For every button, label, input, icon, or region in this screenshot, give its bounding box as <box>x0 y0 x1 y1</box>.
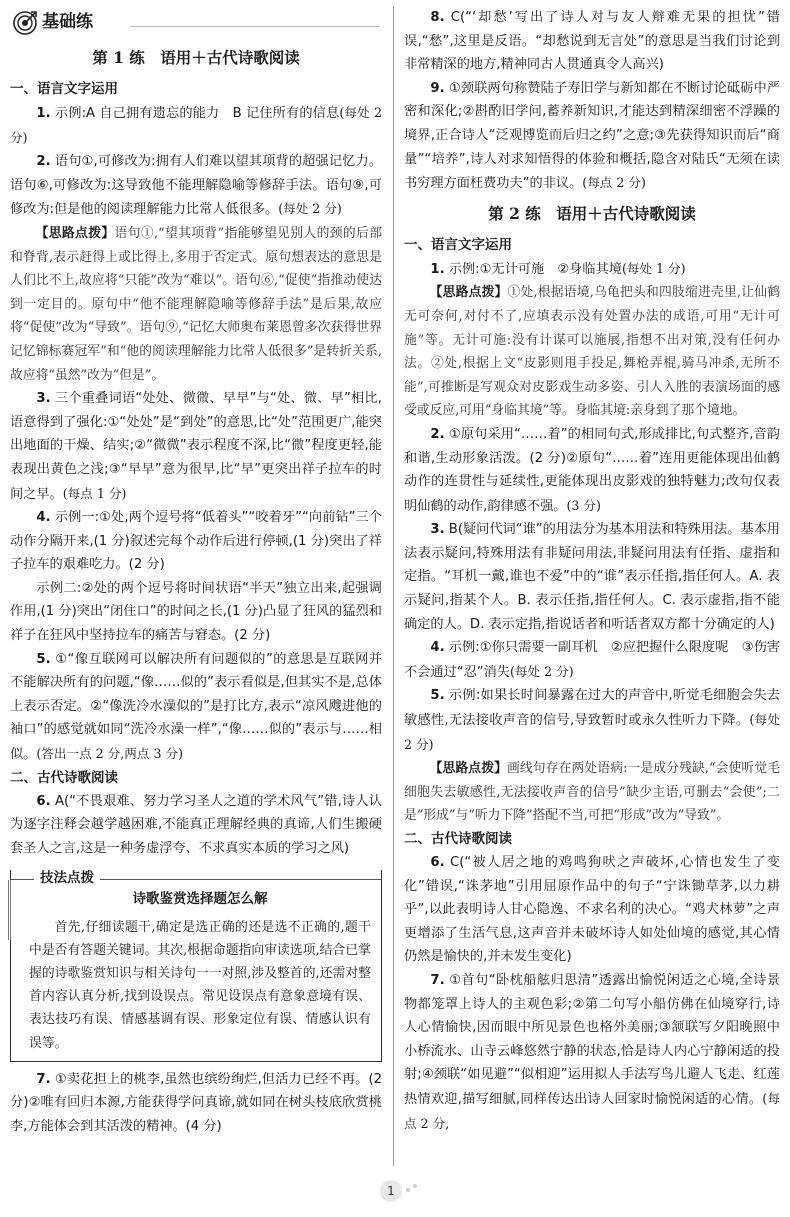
answer-text: 示例:如果长时间暴露在过大的声音中,听觉毛细胞会失去敏感性,无法接收声音的信号,导致暂时或永久性听力下降。 <box>404 688 780 729</box>
score-note: (3 分) <box>566 497 601 513</box>
practice-1-title: 第 1 练 语用＋古代诗歌阅读 <box>92 48 300 67</box>
p2-section-language: 一、语言文字运用 <box>404 236 512 253</box>
page-header <box>10 0 382 40</box>
answer-text: ①“像互联网可以解决所有问题似的”的意思是互联网并不能解决所有的问题,“像……似的”表示看似是,但其实不是,总体上表示否定。②“像洗冷水澡似的”是打比方,表示“凉风飕进他的袖口”的感觉就如同“洗冷水澡一样”,“像……似的”表示与……相似。 <box>10 651 383 763</box>
tip-text: 语句①,“望其项背”指能够望见别人的颈的后部和脊背,表示赶得上或比得上,多用于否定式。原句想表达的意思是人们比不上,故应将“只能”改为“难以”。语句⑥,“促使”指推动使达到一定目的。原句中“他不能理解隐喻等修辞手法”是后果,故应将“促使”改为“导致”。语句⑨,“记忆大师奥布莱恩曾多次获得世界记忆锦标赛冠军”和“他的阅读理解能力比常人低很多”是转折关系,故应将“虽然”改为“但是”。 <box>10 225 382 383</box>
question-number: 6. <box>36 793 51 809</box>
p2-q4 <box>404 636 780 684</box>
question-number: 5. <box>430 688 445 704</box>
p2-q5 <box>404 684 780 757</box>
technique-box-body <box>10 870 382 1061</box>
question-number: 4. <box>36 510 51 526</box>
answer-text: ①颈联两句称赞陆子寿旧学与新知都在不断讨论砥砺中严密和深化;②斟酌旧学问,蓄养新知识,才能达到精深细密不浮躁的境界,正合诗人“泛观博览而后归之约”之意;③先获得知识而后“商量”“培养”,诗人对求知悟得的体验和概括,隐含对陆氏“无须在读书穷理方面枉费功夫”的非议。 <box>404 80 780 192</box>
page-number: 1 <box>380 1180 402 1202</box>
p1-q2-tip <box>10 222 382 387</box>
answer-text: 示例:①无计可施 ②身临其境 <box>448 261 622 277</box>
right-column <box>404 0 780 1136</box>
answer-text: 示例:①你只需要一副耳机 ②应把握什么限度呢 ③伤害不会通过“忍”消失 <box>404 640 780 680</box>
section-header-title: 基础练 <box>42 12 93 32</box>
answer-text: ①卖花担上的桃李,虽然也缤纷绚烂,但活力已经不再。(2 分)②唯有回归本源,方能获得学问真谛,就如同在树头枝底欣赏桃李,方能体会到其活泼的精神。(4 分) <box>10 1071 382 1135</box>
answer-text: C(“被人居之地的鸡鸣狗吠之声破坏,心情也发生了变化”错误,“诛茅地”引用屈原作品中的句子“宁诛锄草茅,以力耕乎”,以此表明诗人甘心隐逸、不求名利的决心。“鸡犬林萝”之声更增添了生活气息,这声音并未破坏诗人如处仙境的感觉,其心情仍然是愉快的,并未发生变化) <box>404 855 780 965</box>
p2-q7 <box>404 969 780 1136</box>
technique-box-title: 诗歌鉴赏选择题怎么解 <box>132 891 268 908</box>
p1-q4-example1 <box>10 506 382 577</box>
p1-section-poetry: 二、古代诗歌阅读 <box>10 769 118 786</box>
page-dot <box>406 1188 410 1192</box>
p1-q2 <box>10 150 382 222</box>
p2-q5-tip <box>404 757 780 828</box>
technique-box-label: 技法点拨 <box>34 868 100 888</box>
score-note: (每处 2 分) <box>278 201 342 217</box>
answer-text: ①原句采用“……着”的相同句式,形成排比,句式整齐,音韵和谐,生动形象活泼。(2 分)②原句“……着”连用更能体现出仙鹤动作的连贯性与延续性,更能体现出皮影戏的独特魅力;改句仅表明仙鹤的动作,韵律感不强。 <box>404 426 780 514</box>
p2-section-poetry: 二、古代诗歌阅读 <box>404 831 512 847</box>
score-note: (答出一点 2 分,两点 3 分) <box>36 746 183 762</box>
question-number: 2. <box>36 154 51 170</box>
tip-tag: 【思路点拨】 <box>35 225 115 241</box>
score-note: (每点 2 分) <box>582 175 646 191</box>
score-note: (每处 2 分) <box>404 712 780 752</box>
p1-q6 <box>10 790 382 861</box>
answer-text: 示例二:②处的两个逗号将时间状语“半天”独立出来,起强调作用,(1 分)突出“闭住口”的时间之长,(1 分)凸显了狂风的猛烈和祥子在狂风中坚持拉车的痛苦与窘态。(2 分) <box>10 580 382 644</box>
p2-q1-tip <box>404 281 780 423</box>
question-number: 9. <box>430 80 445 96</box>
question-number: 7. <box>430 972 445 988</box>
technique-box <box>10 870 382 1061</box>
answer-text: 语句①,可修改为:拥有人们难以望其项背的超强记忆力。语句⑥,可修改为:这导致他不能理解隐喻等修辞手法。语句⑨,可修改为:但是他的阅读理解能力比常人低很多。 <box>10 154 382 218</box>
question-number: 1. <box>430 261 445 277</box>
question-number: 2. <box>430 426 445 442</box>
p2-q3 <box>404 518 780 636</box>
question-number: 8. <box>430 10 445 25</box>
tip-tag: 【思路点拨】 <box>429 285 508 301</box>
practice-2-title: 第 2 练 语用＋古代诗歌阅读 <box>488 203 696 223</box>
p1-q7 <box>10 1068 382 1139</box>
answer-text: 三个重叠词语“处处、微微、早早”与“处、微、早”相比,语意得到了强化:①“处处”是“到处”的意思,比“处”范围更广,能突出地面的干燥、结实;②“微微”表示程度不深,比“微”程度更轻,能表现出黄色之浅;③“早早”意为很早,比“早”更突出祥子拉车的时间之早。 <box>10 391 382 502</box>
tip-text: ①处,根据语境,乌龟把头和四肢缩进壳里,让仙鹤无可奈何,对付不了,应填表示没有处置办法的成语,可用“无计可施”等。无计可施:没有计谋可以施展,指想不出对策,没有任何办法。②处,根据上文“皮影则甩手投足,舞枪弄棍,骑马冲杀,无所不能”,可推断是写观众对皮影戏生动多姿、引人入胜的表演场面的感受或反应,可用“身临其境”等。身临其境:亲身到了那个境地。 <box>404 285 780 419</box>
column-divider <box>393 6 394 1166</box>
score-note: (每处 2 分) <box>10 105 382 145</box>
tip-tag: 【思路点拨】 <box>429 761 507 777</box>
question-number: 4. <box>430 640 445 656</box>
answer-text: A(“不畏艰难、努力学习圣人之道的学术风气”错,诗人认为逐字注释会越学越困难,不能真正理解经典的真谛,人们生搬硬套圣人之言,这是一种务虚浮夸、不求真实本质的学习之风) <box>10 793 382 856</box>
p1-q3 <box>10 387 382 506</box>
question-number: 3. <box>36 391 51 407</box>
p1-q9 <box>404 77 780 196</box>
target-icon <box>12 10 38 36</box>
page-dot <box>413 1184 417 1188</box>
p1-q1 <box>10 101 382 150</box>
left-column <box>10 0 382 1139</box>
score-note: (每处 2 分) <box>509 663 574 679</box>
p2-q6 <box>404 851 780 969</box>
p1-section-language: 一、语言文字运用 <box>10 81 118 97</box>
p1-q8 <box>404 6 780 77</box>
p1-q5 <box>10 648 382 767</box>
p2-q1 <box>404 257 780 282</box>
answer-text: 示例:A 自己拥有遗忘的能力 B 记住所有的信息 <box>54 106 340 121</box>
score-note: (每点 2 分, <box>404 1090 780 1131</box>
answer-text: 示例一:①处,两个逗号将“低着头”“咬着牙”“向前钻”三个动作分隔开来,(1 分)叙述完每个动作后进行停顿,(1 分)突出了祥子拉车的艰难吃力。(2 分) <box>10 510 382 573</box>
box-side-ornament <box>8 880 16 940</box>
technique-box-text: 首先,仔细读题干,确定是选正确的还是选不正确的,题干中是否有答题关键词。其次,根据命题指向审读选项,结合已掌握的诗歌鉴赏知识与相关诗句一一对照,涉及整首的,还需对整首内容认真分析,找到设误点。常见设误点有意象意境有误、表达技巧有误、情感基调有误、形象定位有误、情感认识有误等。 <box>29 919 371 1051</box>
header-rule <box>130 26 380 27</box>
answer-text: ①首句“卧枕船舷归思清”透露出愉悦闲适之心境,全诗景物都笼罩上诗人的主观色彩;②第二句写小船仿佛在仙境穿行,诗人心情愉快,因而眼中所见景色也格外美丽;③颔联写夕阳晚照中小桥流水、山寺云峰悠然宁静的状态,恰是诗人内心宁静闲适的投射;④颈联“如见避”“似相迎”运用拟人手法写鸟儿避人飞走、红莲热情欢迎,描写细腻,同样传达出诗人回家时愉悦闲适的心情。 <box>404 972 780 1107</box>
question-number: 6. <box>430 855 445 870</box>
question-number: 7. <box>36 1071 51 1087</box>
tip-text: 画线句存在两处语病:一是成分残缺,“会使听觉毛细胞失去敏感性,无法接收声音的信号”缺少主语,可删去“会使”;二是“形成”与“听力下降”搭配不当,可把“形成”改为“导致”。 <box>404 761 781 824</box>
question-number: 5. <box>36 651 51 667</box>
question-number: 1. <box>36 106 51 121</box>
question-number: 3. <box>430 522 445 538</box>
score-note: (每处 1 分) <box>621 260 686 276</box>
answer-text: C(“‘却愁’写出了诗人对与友人辩难无果的担忧”错误,“愁”,这里是反语。“却愁说到无言处”的意思是当我们讨论到非常精深的地方,精神同古人贯通真令人高兴) <box>404 10 780 73</box>
score-note: (每点 1 分) <box>62 485 127 501</box>
p1-q4-example2 <box>10 577 382 648</box>
answer-text: B(疑问代词“谁”的用法分为基本用法和特殊用法。基本用法表示疑问,特殊用法有非疑问用法,非疑问用法有任指、虚指和定指。“耳机一戴,谁也不爱”中的“谁”表示任指,指任何人。A. 表示疑问,指某个人。B. 表示任指,指任何人。C. 表示虚指,指不能确定的人。D. 表示定指,指说话者和听话者双方都十分确定的人) <box>404 522 780 632</box>
p2-q2 <box>404 423 780 518</box>
